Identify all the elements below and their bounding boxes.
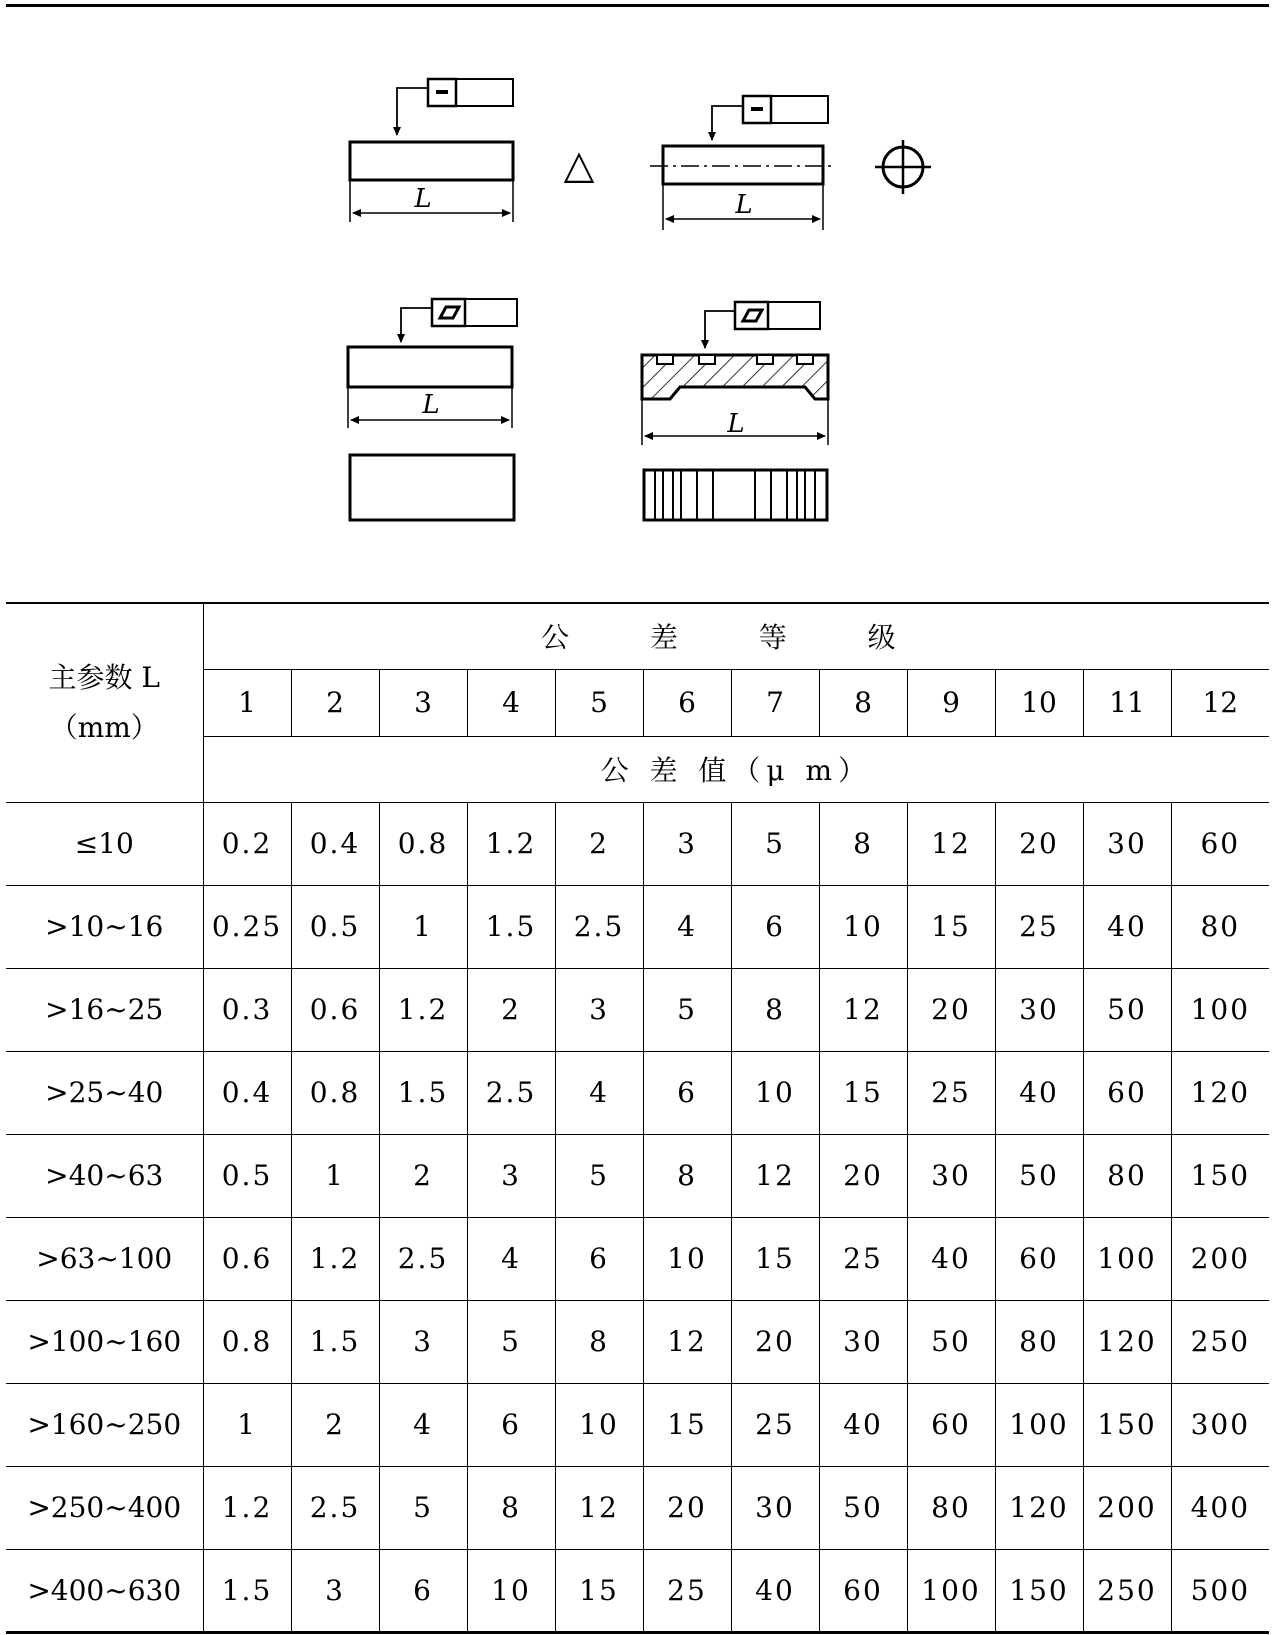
value-cell: 8 [467,1466,555,1549]
value-cell: 100 [1171,968,1269,1051]
value-cell: 20 [643,1466,731,1549]
value-cell: 500 [1171,1549,1269,1632]
value-cell: 2 [555,802,643,885]
param-header-line2: （mm） [49,710,159,744]
value-cell: 120 [995,1466,1083,1549]
range-cell: >160~250 [6,1383,203,1466]
grade-cell: 10 [995,669,1083,736]
value-cell: 6 [555,1217,643,1300]
value-cell: 40 [1083,885,1171,968]
value-cell: 250 [1171,1300,1269,1383]
value-cell: 10 [467,1549,555,1632]
value-cell: 6 [379,1549,467,1632]
value-cell: 30 [995,968,1083,1051]
grade-cell: 12 [1171,669,1269,736]
flat-bar-part [350,142,513,180]
grade-cell: 8 [819,669,907,736]
circle-cross-icon [875,140,931,194]
value-cell: 0.6 [203,1217,291,1300]
value-cell: 8 [819,802,907,885]
value-cell: 5 [467,1300,555,1383]
value-cell: 50 [819,1466,907,1549]
table-row [6,1383,1269,1466]
tolerance-drawings [0,0,1275,590]
value-header: 公 差 值（μ m） [203,736,1269,802]
range-cell: >63~100 [6,1217,203,1300]
grade-cell: 5 [555,669,643,736]
flat-plate-part [348,347,512,387]
value-cell: 200 [1083,1466,1171,1549]
param-header-line1: 主参数 L [48,660,160,694]
value-cell: 2 [291,1383,379,1466]
triangle-icon: △ [563,142,595,188]
value-cell: 5 [643,968,731,1051]
value-cell: 1.2 [203,1466,291,1549]
value-cell: 30 [731,1466,819,1549]
grade-cell: 2 [291,669,379,736]
range-cell: >400~630 [6,1549,203,1632]
value-cell: 8 [643,1134,731,1217]
table-row [6,802,1269,885]
table-row [6,885,1269,968]
value-cell: 3 [379,1300,467,1383]
value-cell: 0.4 [291,802,379,885]
value-cell: 30 [819,1300,907,1383]
value-cell: 25 [907,1051,995,1134]
dimension-label: L [422,390,440,420]
value-cell: 20 [995,802,1083,885]
value-cell: 100 [995,1383,1083,1466]
value-cell: 150 [995,1549,1083,1632]
value-cell: 0.3 [203,968,291,1051]
drawing-straightness-flat [350,79,513,222]
value-cell: 100 [907,1549,995,1632]
value-cell: 15 [731,1217,819,1300]
grade-cell: 11 [1083,669,1171,736]
value-cell: 0.4 [203,1051,291,1134]
grade-cell: 6 [643,669,731,736]
value-cell: 0.2 [203,802,291,885]
value-cell: 12 [819,968,907,1051]
leader-arrow [401,308,432,342]
table-row [6,1300,1269,1383]
dimension-label: L [735,190,753,220]
drawing-flatness-flat [348,299,517,520]
grade-cell: 9 [907,669,995,736]
grade-cell: 7 [731,669,819,736]
value-cell: 20 [907,968,995,1051]
value-cell: 12 [555,1466,643,1549]
range-cell: >40~63 [6,1134,203,1217]
value-cell: 1.2 [291,1217,379,1300]
value-cell: 60 [907,1383,995,1466]
value-cell: 3 [291,1549,379,1632]
value-cell: 4 [467,1217,555,1300]
value-cell: 15 [907,885,995,968]
value-cell: 25 [819,1217,907,1300]
value-cell: 250 [1083,1549,1171,1632]
value-cell: 0.5 [203,1134,291,1217]
value-cell: 30 [907,1134,995,1217]
value-cell: 1.5 [291,1300,379,1383]
dimension-label: L [414,184,432,214]
value-cell: 40 [731,1549,819,1632]
value-cell: 1.5 [379,1051,467,1134]
table-row [6,1217,1269,1300]
table-row [6,1466,1269,1549]
value-cell: 0.8 [291,1051,379,1134]
value-cell: 15 [643,1383,731,1466]
value-cell: 1 [203,1383,291,1466]
value-cell: 2.5 [379,1217,467,1300]
range-cell: >25~40 [6,1051,203,1134]
value-cell: 100 [1083,1217,1171,1300]
value-cell: 3 [467,1134,555,1217]
value-cell: 60 [995,1217,1083,1300]
value-cell: 12 [731,1134,819,1217]
value-cell: 150 [1171,1134,1269,1217]
leader-arrow [705,311,735,348]
value-cell: 1.2 [379,968,467,1051]
param-header [6,603,203,802]
value-cell: 5 [731,802,819,885]
table-row [6,1549,1269,1632]
value-cell: 3 [643,802,731,885]
value-cell: 12 [643,1300,731,1383]
value-cell: 6 [731,885,819,968]
value-cell: 150 [1083,1383,1171,1466]
value-cell: 5 [379,1466,467,1549]
value-cell: 15 [555,1549,643,1632]
value-cell: 2.5 [291,1466,379,1549]
plate-top-view [350,455,514,520]
value-cell: 400 [1171,1466,1269,1549]
value-cell: 40 [907,1217,995,1300]
leader-arrow [712,106,743,140]
value-cell: 60 [1083,1051,1171,1134]
value-cell: 80 [907,1466,995,1549]
value-cell: 0.5 [291,885,379,968]
drawing-straightness-cylinder [650,96,836,230]
value-cell: 3 [555,968,643,1051]
table-row [6,1051,1269,1134]
value-cell: 40 [819,1383,907,1466]
value-cell: 10 [731,1051,819,1134]
flatness-icon [440,307,459,318]
value-cell: 4 [643,885,731,968]
value-cell: 25 [995,885,1083,968]
value-cell: 1 [379,885,467,968]
value-cell: 300 [1171,1383,1269,1466]
value-cell: 10 [643,1217,731,1300]
value-cell: 2.5 [467,1051,555,1134]
cylinder-part [663,146,823,184]
value-cell: 40 [995,1051,1083,1134]
value-cell: 50 [1083,968,1171,1051]
value-cell: 60 [1171,802,1269,885]
value-cell: 120 [1171,1051,1269,1134]
grade-cell: 3 [379,669,467,736]
value-cell: 80 [995,1300,1083,1383]
value-cell: 50 [907,1300,995,1383]
value-cell: 2 [379,1134,467,1217]
value-cell: 6 [467,1383,555,1466]
value-cell: 4 [379,1383,467,1466]
value-cell: 120 [1083,1300,1171,1383]
grooved-block-top-view [644,470,827,520]
value-cell: 1.5 [467,885,555,968]
value-cell: 80 [1171,885,1269,968]
value-cell: 12 [907,802,995,885]
grade-cell: 1 [203,669,291,736]
value-cell: 8 [555,1300,643,1383]
value-cell: 5 [555,1134,643,1217]
value-cell: 80 [1083,1134,1171,1217]
value-cell: 10 [819,885,907,968]
value-cell: 20 [731,1300,819,1383]
value-cell: 2 [467,968,555,1051]
value-cell: 200 [1171,1217,1269,1300]
value-cell: 50 [995,1134,1083,1217]
table-row [6,968,1269,1051]
tolerance-table [6,602,1269,1634]
value-cell: 2.5 [555,885,643,968]
value-cell: 1.5 [203,1549,291,1632]
range-cell: >250~400 [6,1466,203,1549]
grade-cell: 4 [467,669,555,736]
value-cell: 10 [555,1383,643,1466]
dimension-label: L [727,409,745,439]
range-cell: >16~25 [6,968,203,1051]
value-cell: 0.8 [379,802,467,885]
range-cell: ≤10 [6,802,203,885]
value-cell: 0.6 [291,968,379,1051]
flatness-icon [743,310,762,321]
value-cell: 20 [819,1134,907,1217]
range-cell: >100~160 [6,1300,203,1383]
value-cell: 25 [731,1383,819,1466]
table-row [6,1134,1269,1217]
value-cell: 1 [291,1134,379,1217]
value-cell: 8 [731,968,819,1051]
value-cell: 4 [555,1051,643,1134]
value-cell: 1.2 [467,802,555,885]
tolerance-frame-value-cell [456,79,513,106]
leader-arrow [397,88,428,135]
value-cell: 6 [643,1051,731,1134]
value-cell: 0.8 [203,1300,291,1383]
value-cell: 60 [819,1549,907,1632]
grade-header: 公 差 等 级 [203,603,1269,669]
value-cell: 25 [643,1549,731,1632]
value-cell: 15 [819,1051,907,1134]
range-cell: >10~16 [6,885,203,968]
drawing-flatness-grooved [642,302,828,520]
value-cell: 0.25 [203,885,291,968]
value-cell: 30 [1083,802,1171,885]
